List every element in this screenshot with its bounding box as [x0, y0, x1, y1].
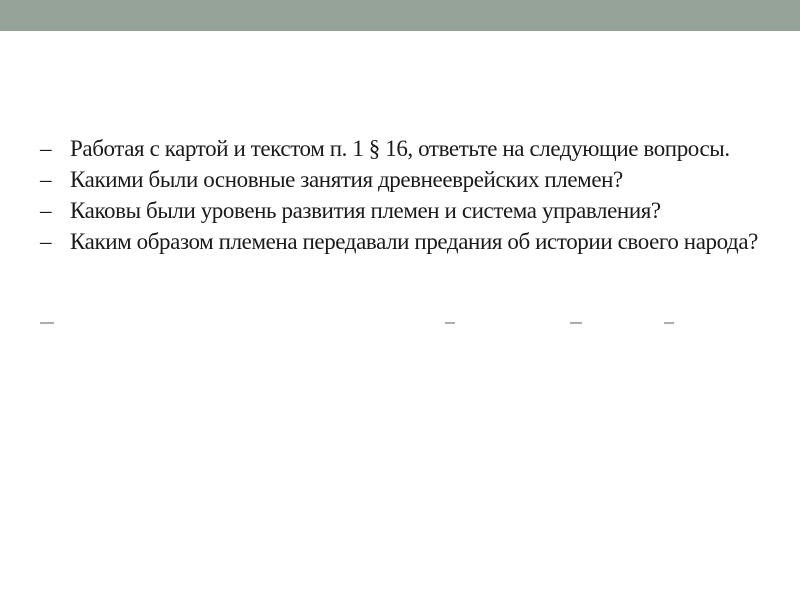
question-text: Работая с картой и текстом п. 1 § 16, ответьте на следующие вопросы.: [70, 136, 730, 161]
top-header-bar: [0, 0, 800, 31]
question-text: Какими были основные занятия древнееврейских племен?: [70, 167, 623, 192]
list-dash: –: [40, 167, 52, 192]
list-item: [40, 195, 760, 226]
question-text: Каким образом племена передавали предания об истории своего народа?: [70, 229, 758, 254]
slide-content: [0, 31, 800, 600]
text-fragment: [445, 322, 455, 324]
cropped-next-line: [40, 319, 720, 327]
list-dash: –: [40, 229, 52, 254]
list-item: [40, 226, 760, 257]
question-text: Каковы были уровень развития племен и система управления?: [70, 198, 661, 223]
list-item: [40, 164, 760, 195]
text-fragment: [40, 322, 54, 324]
list-dash: –: [40, 136, 52, 161]
list-dash: –: [40, 198, 52, 223]
text-fragment: [570, 322, 582, 324]
list-item: [40, 133, 760, 164]
question-list: [40, 133, 760, 257]
text-fragment: [664, 322, 674, 324]
